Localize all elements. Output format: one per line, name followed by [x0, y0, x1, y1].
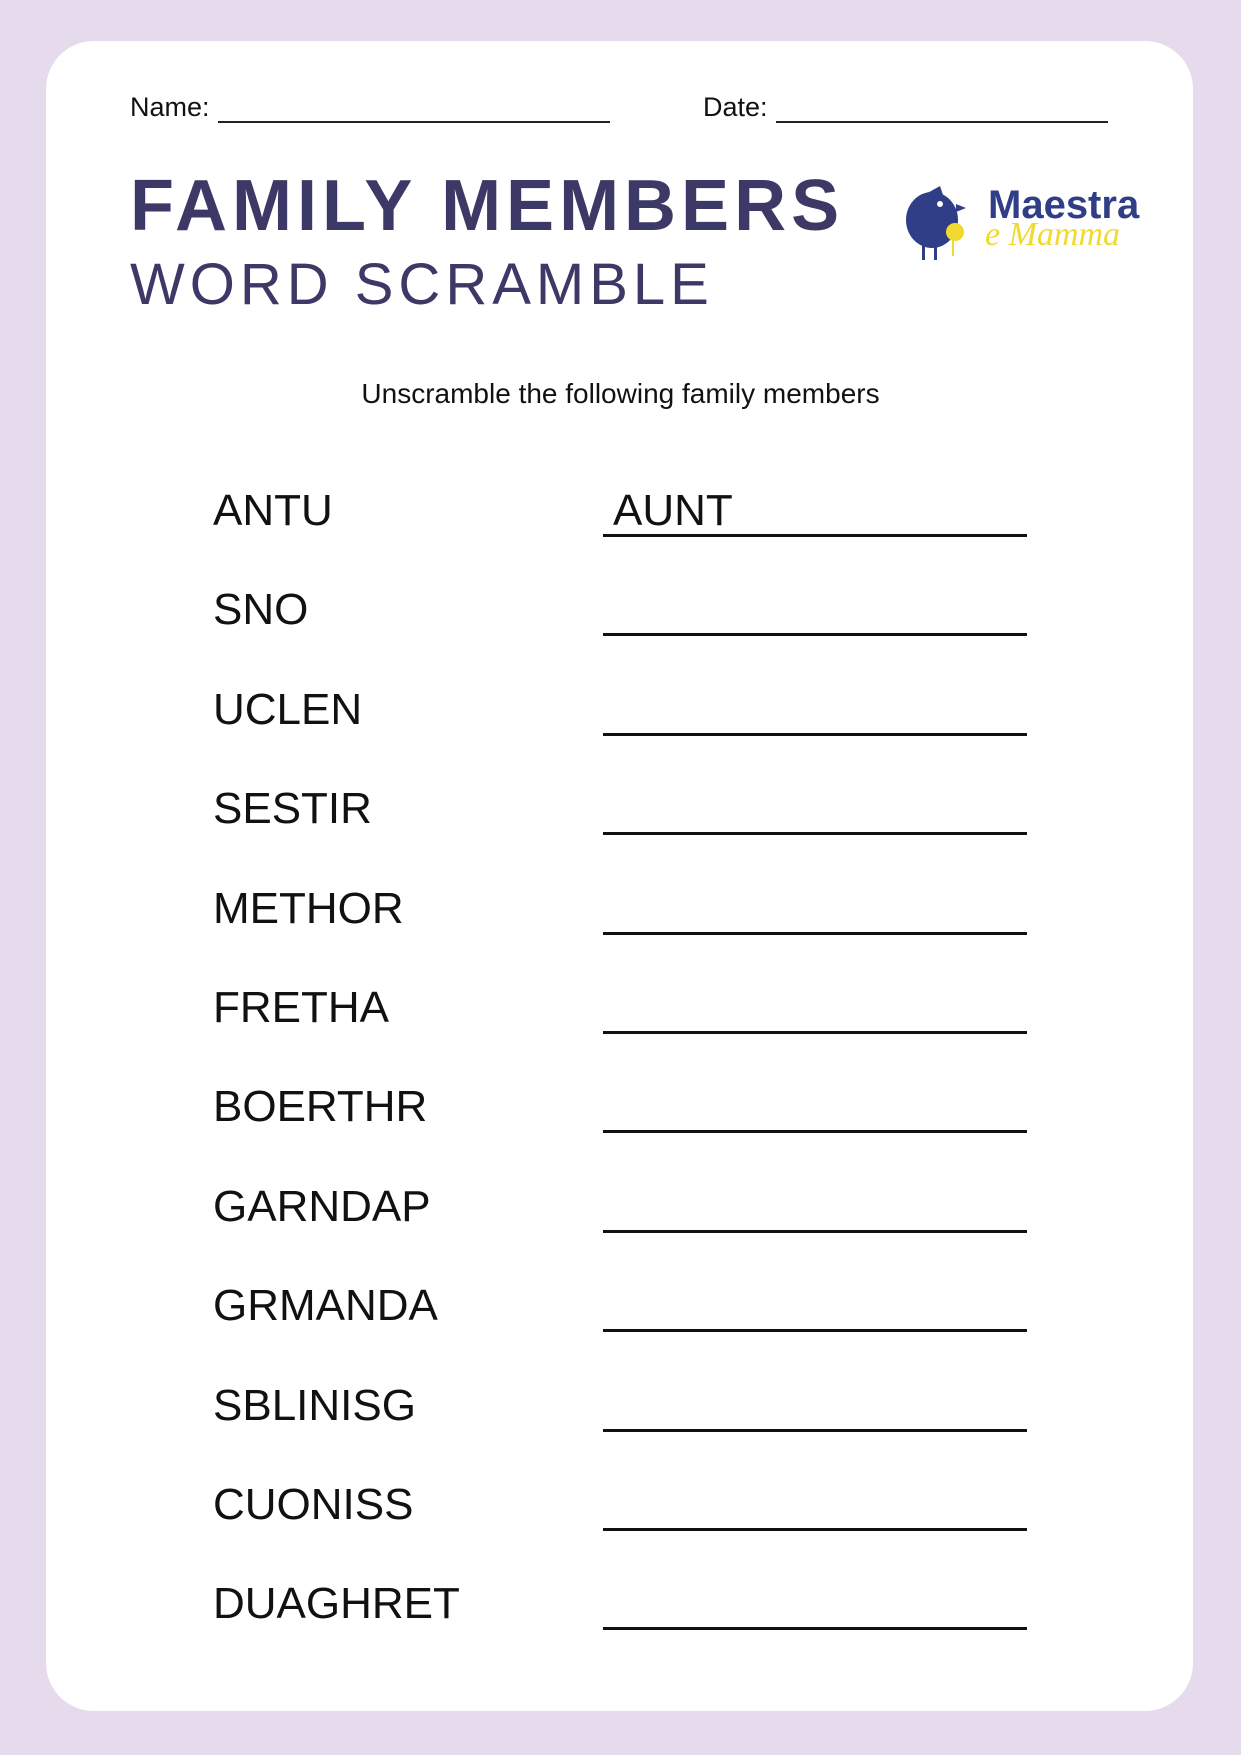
name-label: Name:	[130, 92, 210, 122]
name-field[interactable]	[130, 92, 610, 123]
page-title: FAMILY MEMBERS	[130, 166, 845, 246]
answer-line[interactable]	[603, 534, 1027, 537]
answer-line[interactable]	[603, 1429, 1027, 1432]
word-row	[0, 1275, 1241, 1335]
word-row	[0, 1375, 1241, 1435]
word-row	[0, 1474, 1241, 1534]
word-row	[0, 1573, 1241, 1633]
answer-line[interactable]	[603, 1130, 1027, 1133]
word-row	[0, 977, 1241, 1037]
word-row	[0, 1176, 1241, 1236]
instructions-text: Unscramble the following family members	[361, 378, 880, 409]
answer-line[interactable]	[603, 1329, 1027, 1332]
scrambled-word: ANTU	[213, 486, 333, 535]
answer-line[interactable]	[603, 1627, 1027, 1630]
logo-text-maestra: Maestra	[988, 183, 1140, 227]
scrambled-word: DUAGHRET	[213, 1579, 460, 1628]
answer-text: AUNT	[613, 486, 733, 535]
scrambled-word: METHOR	[213, 884, 404, 933]
answer-line[interactable]	[603, 633, 1027, 636]
scrambled-word: FRETHA	[213, 983, 389, 1032]
scrambled-word: SNO	[213, 585, 309, 634]
scrambled-word: GRMANDA	[213, 1281, 438, 1330]
word-row	[0, 878, 1241, 938]
logo-text-mamma: e Mamma	[985, 216, 1121, 253]
answer-line[interactable]	[603, 832, 1027, 835]
date-label: Date:	[703, 92, 768, 122]
word-row	[0, 1076, 1241, 1136]
scrambled-word: CUONISS	[213, 1480, 414, 1529]
scrambled-word: SESTIR	[213, 784, 372, 833]
date-blank-line[interactable]	[776, 97, 1108, 123]
page-subtitle: WORD SCRAMBLE	[130, 252, 714, 317]
answer-line[interactable]	[603, 932, 1027, 935]
scrambled-word: GARNDAP	[213, 1182, 431, 1231]
word-row	[0, 579, 1241, 639]
maestra-logo	[900, 182, 1150, 262]
answer-line[interactable]	[603, 1230, 1027, 1233]
scrambled-word: BOERTHR	[213, 1082, 428, 1131]
bird-icon	[906, 186, 966, 260]
answer-line[interactable]	[603, 1528, 1027, 1531]
answer-line[interactable]	[603, 1031, 1027, 1034]
word-row	[0, 480, 1241, 540]
scrambled-word: SBLINISG	[213, 1381, 416, 1430]
date-field[interactable]	[703, 92, 1108, 123]
word-row	[0, 679, 1241, 739]
scrambled-word: UCLEN	[213, 685, 363, 734]
word-row	[0, 778, 1241, 838]
answer-line[interactable]	[603, 733, 1027, 736]
name-blank-line[interactable]	[218, 97, 610, 123]
